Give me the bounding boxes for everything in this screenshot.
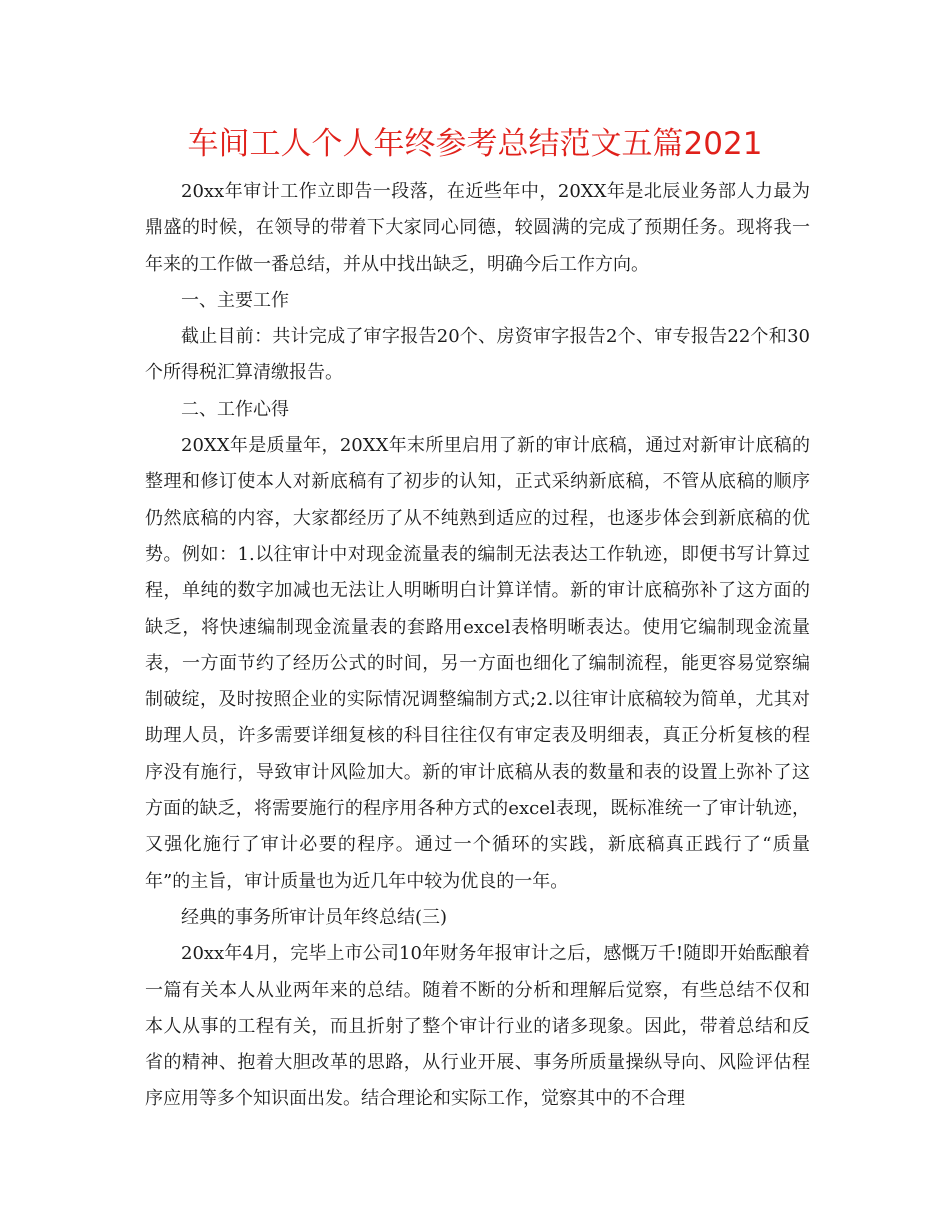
document-title: 车间工人个人年终参考总结范文五篇2021 <box>187 126 763 162</box>
paragraph-intro: 20xx年审计工作立即告一段落，在近些年中，20XX年是北辰业务部人力最为鼎盛的时候，在领导的带着下大家同心同德，较圆满的完成了预期任务。现将我一年来的工作做一番总结，并从中找出缺乏，明确今后工作方向。 <box>145 181 810 275</box>
paragraph-main-work: 截止目前：共计完成了审字报告20个、房资审字报告2个、审专报告22个和30个所得税汇算清缴报告。 <box>145 326 810 384</box>
section-heading-experience: 二、工作心得 <box>181 398 289 420</box>
section-heading-classic-summary: 经典的事务所审计员年终总结(三) <box>181 906 448 928</box>
paragraph-experience: 20XX年是质量年，20XX年末所里启用了新的审计底稿，通过对新审计底稿的整理和修订使本人对新底稿有了初步的认知，正式采纳新底稿，不管从底稿的顺序仍然底稿的内容，大家都经历了从不纯熟到适应的过程，也逐步体会到新底稿的优势。例如：1.以往审计中对现金流量表的编制无法表达工作轨迹，即便书写计算过程，单纯的数字加减也无法让人明晰明白计算详情。新的审计底稿弥补了这方面的缺乏，将快速编制现金流量表的套路用excel表格明晰表达。使用它编制现金流量表，一方面节约了经历公式的时间，另一方面也细化了编制流程，能更容易觉察编制破绽，及时按照企业的实际情况调整编制方式;2.以往审计底稿较为简单，尤其对助理人员，许多需要详细复核的科目往往仅有审定表及明细表，真正分析复核的程序没有施行，导致审计风险加大。新的审计底稿从表的数量和表的设置上弥补了这方面的缺乏，将需要施行的程序用各种方式的excel表现，既标准统一了审计轨迹，又强化施行了审计必要的程序。通过一个循环的实践，新底稿真正践行了“质量年”的主旨，审计质量也为近几年中较为优良的一年。 <box>145 435 810 892</box>
paragraph-classic-summary: 20xx年4月，完毕上市公司10年财务年报审计之后，感慨万千!随即开始酝酿着一篇有关本人从业两年来的总结。随着不断的分析和理解后觉察，有些总结不仅和本人从事的工程有关，而且折射了整个审计行业的诸多现象。因此，带着总结和反省的精神、抱着大胆改革的思路，从行业开展、事务所质量操纵导向、风险评估程序应用等多个知识面出发。结合理论和实际工作，觉察其中的不合理 <box>145 943 810 1110</box>
section-heading-main-work: 一、主要工作 <box>181 289 289 311</box>
document-body <box>145 174 810 1118</box>
